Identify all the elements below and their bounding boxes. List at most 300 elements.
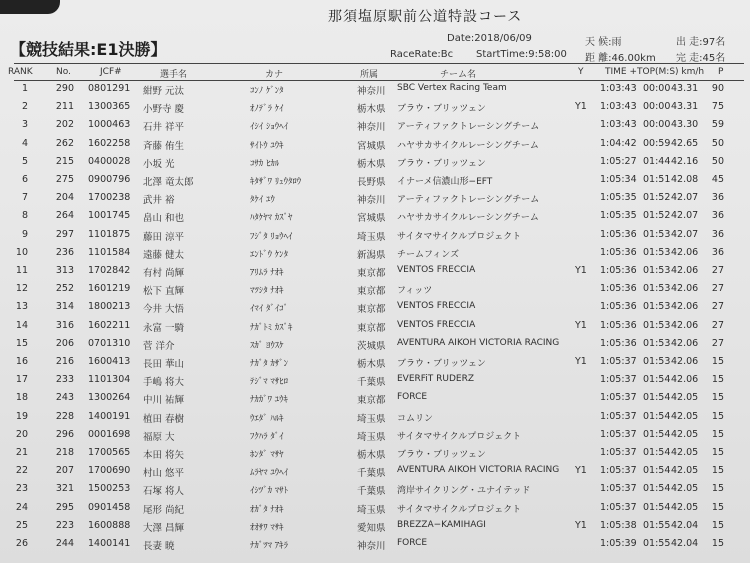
cell-no: 314 [55,301,74,313]
cell-team: ブラウ・ブリッツェン [397,359,486,369]
cell-team: FORCE [397,392,428,403]
cell-no: 295 [55,501,74,513]
cell-rank: 3 [21,119,28,131]
cell-jcf: 1600413 [88,356,131,367]
cell-name: 小野寺 慶 [143,104,185,116]
cell-pref: 東京都 [357,395,386,407]
cell-jcf: 0400028 [88,155,131,167]
col-no: No. [56,67,71,77]
col-jcf: JCF# [100,67,122,77]
cell-time: 1:05:37 [600,483,637,495]
cell-y: Y1 [575,265,587,276]
cell-kana: ﾌｸﾊﾗ ﾀﾞｲ [250,431,284,442]
cell-team: ブラウ・ブリッツェン [397,450,486,460]
col-y: Y [578,67,584,77]
cell-time: 1:05:37 [600,410,637,422]
cell-gap: 00:00 [643,101,671,113]
cell-team: EVERFiT RUDERZ [397,374,475,385]
cell-kana: ｵﾉﾃﾞﾗ ｹｲ [250,104,284,115]
cell-team: AVENTURA AIKOH VICTORIA RACING [397,465,560,476]
cell-time: 1:05:36 [600,301,637,313]
cell-team: チームフィンズ [397,249,460,260]
cell-team: サイタマサイクルプロジェクト [397,231,522,242]
cell-p: 27 [711,319,724,331]
cell-jcf: 1700565 [88,447,131,458]
cell-gap: 01:53 [643,246,671,258]
cell-gap: 00:00 [643,83,671,94]
col-time: TIME +TOP(M:S) km/h [605,67,705,77]
cell-name: 紺野 元汰 [143,86,185,97]
col-kana: カナ [265,70,284,80]
cell-kana: ｱﾘﾑﾗ ﾅｵｷ [250,268,284,278]
cell-kmh: 42.05 [671,465,699,477]
cell-no: 233 [55,374,74,386]
cell-y: Y1 [575,356,587,367]
cell-kmh: 42.07 [671,210,699,222]
cell-pref: 栃木県 [357,158,386,170]
cell-p: 15 [711,447,724,458]
cell-kmh: 42.07 [671,228,699,240]
section-title: 【競技結果:E1決勝】 [10,40,167,59]
col-p: P [718,67,724,77]
cell-no: 211 [55,101,74,113]
cell-kmh: 42.05 [671,447,699,458]
cell-name: 遠藤 健太 [143,249,185,261]
cell-name: 菅 洋介 [143,340,175,352]
cell-time: 1:04:42 [600,137,637,149]
cell-name: 斉藤 侑生 [143,140,185,152]
cell-p: 75 [711,101,724,113]
cell-no: 218 [55,447,74,458]
cell-p: 15 [711,483,724,495]
cell-kmh: 42.06 [671,246,699,258]
cell-name: 松下 直輝 [143,286,185,298]
cell-name: 大澤 昌輝 [143,522,185,534]
cell-no: 316 [55,319,74,331]
cell-kmh: 42.06 [671,283,699,295]
cell-team: ハヤサカサイクルレーシングチーム [397,140,539,151]
cell-gap: 01:54 [643,501,671,513]
start-time: StartTime:9:58:00 [476,49,567,60]
cell-gap: 00:00 [643,119,671,131]
cell-pref: 新潟県 [357,249,386,261]
cell-gap: 01:54 [643,392,671,404]
cell-p: 15 [711,374,724,386]
starters-count: 出 走:97名 [676,37,726,48]
cell-team: VENTOS FRECCIA [397,319,476,330]
cell-pref: 神奈川 [357,195,386,207]
cell-gap: 01:53 [643,283,671,295]
cell-kmh: 42.06 [671,265,699,276]
cell-jcf: 1101875 [88,228,131,240]
cell-name: 福原 大 [143,431,175,443]
cell-kmh: 42.05 [671,501,699,513]
cell-no: 313 [55,265,74,276]
distance: 距 離:46.00km [585,53,656,64]
cell-kana: ﾎﾝﾀﾞ ﾏｻﾔ [250,450,284,460]
cell-name: 有村 尚輝 [143,268,185,279]
cell-name: 本田 将矢 [143,450,185,461]
cell-jcf: 0701310 [88,337,131,349]
cell-jcf: 1600888 [88,519,131,531]
cell-kmh: 42.06 [671,356,699,367]
cell-time: 1:05:37 [600,356,637,367]
cell-rank: 13 [15,301,28,313]
cell-kana: ﾅｶｶﾞﾜ ﾕｳｷ [250,395,288,406]
cell-time: 1:05:35 [600,192,637,204]
cell-pref: 神奈川 [357,122,386,134]
cell-name: 今井 大悟 [143,304,185,316]
cell-kana: ｳｴﾀﾞ ﾊﾙｷ [250,413,284,424]
cell-kmh: 42.07 [671,192,699,204]
cell-pref: 愛知県 [357,522,386,534]
cell-rank: 24 [15,501,28,513]
cell-name: 藤田 涼平 [143,231,185,243]
cell-p: 27 [711,265,724,276]
cell-team: サイタマサイクルプロジェクト [397,504,522,515]
cell-team: VENTOS FRECCIA [397,265,476,275]
cell-name: 小坂 光 [143,158,175,170]
cell-no: 244 [55,538,74,549]
cell-name: 手嶋 将大 [143,377,185,389]
cell-p: 27 [711,283,724,295]
cell-kmh: 42.65 [671,137,699,149]
cell-rank: 1 [21,83,28,94]
cell-gap: 01:55 [643,538,671,549]
col-name: 選手名 [160,70,188,80]
cell-gap: 00:59 [643,137,671,149]
cell-kmh: 42.05 [671,483,699,495]
cell-time: 1:05:37 [600,428,637,440]
cell-p: 15 [711,428,724,440]
cell-kmh: 42.06 [671,319,699,331]
cell-jcf: 1700238 [88,192,131,204]
cell-p: 27 [711,301,724,313]
cell-gap: 01:52 [643,192,671,204]
cell-jcf: 1702842 [88,265,131,276]
cell-no: 262 [55,137,74,149]
cell-jcf: 1101304 [88,374,131,386]
cell-pref: 東京都 [357,286,386,298]
cell-kmh: 42.05 [671,392,699,404]
cell-team: 湾岸サイクリング・ユナイテッド [397,486,531,497]
race-rate: RaceRate:Bc [390,49,454,60]
cell-gap: 01:51 [643,174,671,185]
cell-kmh: 42.04 [671,519,699,531]
cell-jcf: 0801291 [88,83,131,94]
cell-kmh: 43.31 [671,101,699,113]
cell-kana: ﾌｼﾞﾀ ﾘｮｳﾍｲ [250,231,293,242]
cell-gap: 01:54 [643,447,671,458]
cell-time: 1:05:36 [600,319,637,331]
cell-rank: 4 [21,137,28,149]
cell-rank: 18 [15,392,28,404]
cell-time: 1:05:36 [600,283,637,295]
cell-rank: 26 [15,538,28,549]
cell-kana: ﾅｶﾞﾀ ｶｻﾞﾝ [250,359,288,369]
cell-jcf: 1101584 [88,246,131,258]
cell-jcf: 0901458 [88,501,131,513]
cell-jcf: 1500253 [88,483,131,495]
cell-pref: 宮城県 [357,213,386,225]
cell-no: 297 [55,228,74,240]
cell-kana: ﾀｹｲ ﾕｳ [250,195,275,206]
cell-kana: ｲﾏｲ ﾀﾞｲｺﾞ [250,304,288,315]
cell-name: 武井 裕 [143,195,175,207]
cell-gap: 01:54 [643,465,671,477]
cell-name: 石井 祥平 [143,122,185,134]
cell-kmh: 42.06 [671,374,699,386]
header-rule-bottom [14,80,744,81]
cell-name: 長妻 暁 [143,541,175,552]
cell-kmh: 42.08 [671,174,699,185]
cell-time: 1:05:34 [600,174,637,185]
cell-jcf: 1000463 [88,119,131,131]
cell-rank: 14 [15,319,28,331]
cell-gap: 01:52 [643,210,671,222]
cell-name: 長田 華山 [143,359,185,370]
cell-p: 15 [711,519,724,531]
cell-kana: ｻｲﾄｳ ﾕｳｷ [250,140,284,151]
cell-team: ブラウ・ブリッツェン [397,104,486,115]
cell-team: フィッツ [397,286,433,297]
cell-time: 1:05:39 [600,538,637,549]
cell-p: 90 [711,83,724,94]
cell-gap: 01:54 [643,483,671,495]
cell-name: 植田 春樹 [143,413,185,425]
table-row [0,538,750,560]
cell-y: Y1 [575,101,587,113]
cell-jcf: 1700690 [88,465,131,477]
cell-name: 中川 祐輝 [143,395,185,407]
cell-no: 215 [55,155,74,167]
cell-time: 1:05:35 [600,210,637,222]
cell-time: 1:05:37 [600,374,637,386]
cell-jcf: 1400191 [88,410,131,422]
cell-p: 36 [711,228,724,240]
cell-gap: 01:53 [643,265,671,276]
weather: 天 候:雨 [585,37,622,48]
cell-kmh: 43.30 [671,119,699,131]
cell-rank: 9 [21,228,28,240]
cell-team: SBC Vertex Racing Team [397,83,507,93]
cell-rank: 25 [15,519,28,531]
cell-time: 1:05:36 [600,337,637,349]
cell-rank: 10 [15,246,28,258]
cell-time: 1:05:36 [600,246,637,258]
cell-p: 50 [711,137,724,149]
header-rule-top [14,63,744,64]
cell-pref: 栃木県 [357,450,386,461]
cell-p: 15 [711,465,724,477]
cell-no: 216 [55,356,74,367]
cell-pref: 長野県 [357,177,386,188]
cell-jcf: 1602258 [88,137,131,149]
cell-kana: ﾅｶﾞﾄﾐ ｶｽﾞｷ [250,322,293,333]
cell-p: 36 [711,246,724,258]
cell-pref: 神奈川 [357,86,386,97]
cell-kmh: 42.05 [671,428,699,440]
cell-jcf: 1300365 [88,101,131,113]
cell-kmh: 42.04 [671,538,699,549]
cell-kmh: 42.05 [671,410,699,422]
cell-gap: 01:55 [643,519,671,531]
cell-p: 15 [711,410,724,422]
cell-p: 15 [711,356,724,367]
cell-team: ハヤサカサイクルレーシングチーム [397,213,539,224]
cell-pref: 千葉県 [357,486,386,498]
cell-jcf: 1601219 [88,283,131,295]
cell-rank: 21 [15,447,28,458]
cell-pref: 茨城県 [357,340,386,352]
cell-rank: 12 [15,283,28,295]
cell-team: VENTOS FRECCIA [397,301,476,312]
cell-p: 36 [711,192,724,204]
cell-pref: 埼玉県 [357,504,386,516]
cell-no: 275 [55,174,74,185]
cell-p: 15 [711,392,724,404]
cell-y: Y1 [575,319,587,331]
cell-pref: 宮城県 [357,140,386,152]
cell-rank: 11 [15,265,28,276]
cell-name: 村山 悠平 [143,468,185,480]
cell-jcf: 1602211 [88,319,131,331]
cell-kana: ｷﾀｻﾞﾜ ﾘｭｳﾀﾛｳ [250,177,302,187]
cell-no: 204 [55,192,74,204]
cell-team: アーティファクトレーシングチーム [397,195,540,206]
cell-rank: 15 [15,337,28,349]
cell-time: 1:05:37 [600,447,637,458]
race-title: 那須塩原駅前公道特設コース [328,9,523,25]
cell-team: アーティファクトレーシングチーム [397,122,540,133]
cell-name: 畠山 和也 [143,213,185,225]
cell-jcf: 0001698 [88,428,131,440]
cell-jcf: 1400141 [88,538,131,549]
col-rank: RANK [8,67,33,77]
cell-team: コムリン [397,413,434,424]
cell-kana: ｺﾝﾉ ｹﾞﾝﾀ [250,86,284,96]
cell-time: 1:05:37 [600,465,637,477]
cell-team: サイタマサイクルプロジェクト [397,431,522,442]
cell-kana: ﾃｼﾞﾏ ﾏｻﾋﾛ [250,377,288,388]
cell-pref: 栃木県 [357,104,386,116]
cell-time: 1:05:37 [600,392,637,404]
cell-y: Y1 [575,519,587,531]
cell-kana: ｲｼｲ ｼｮｳﾍｲ [250,122,288,133]
cell-kmh: 42.06 [671,301,699,313]
cell-gap: 01:53 [643,301,671,313]
cell-pref: 埼玉県 [357,431,386,443]
cell-rank: 20 [15,428,28,440]
cell-pref: 東京都 [357,304,386,316]
cell-time: 1:03:43 [600,83,637,94]
cell-jcf: 1800213 [88,301,131,313]
cell-rank: 2 [21,101,28,113]
cell-rank: 8 [21,210,28,222]
cell-kana: ﾑﾗﾔﾏ ﾕｳﾍｲ [250,468,288,479]
cell-pref: 千葉県 [357,468,386,480]
cell-gap: 01:54 [643,374,671,386]
cell-kana: ｺｻｶ ﾋｶﾙ [250,158,280,169]
cell-no: 252 [55,283,74,295]
cell-name: 尾形 尚紀 [143,504,185,516]
cell-pref: 神奈川 [357,541,386,552]
cell-team: AVENTURA AIKOH VICTORIA RACING [397,337,560,348]
cell-y: Y1 [575,465,587,477]
cell-no: 236 [55,246,74,258]
cell-time: 1:03:43 [600,101,637,113]
cell-p: 15 [711,538,724,549]
cell-kmh: 42.16 [671,155,699,167]
cell-no: 243 [55,392,74,404]
cell-rank: 23 [15,483,28,495]
cell-pref: 東京都 [357,268,386,279]
cell-time: 1:05:38 [600,519,637,531]
cell-name: 永富 一騎 [143,322,185,334]
cell-pref: 東京都 [357,322,386,334]
cell-kana: ﾅｶﾞﾂﾏ ｱｷﾗ [250,541,288,551]
cell-no: 290 [55,83,74,94]
cell-time: 1:05:27 [600,155,637,167]
cell-name: 北澤 竜太郎 [143,177,194,188]
cell-time: 1:05:37 [600,501,637,513]
cell-jcf: 0900796 [88,174,131,185]
cell-no: 321 [55,483,74,495]
cell-no: 207 [55,465,74,477]
cell-p: 15 [711,501,724,513]
cell-team: ブラウ・ブリッツェン [397,158,486,169]
cell-rank: 6 [21,174,28,185]
cell-kana: ｵｵｻﾜ ﾏｻｷ [250,522,284,533]
cell-name: 石塚 将人 [143,486,185,498]
col-pref: 所属 [360,70,379,80]
cell-time: 1:05:36 [600,228,637,240]
finishers-count: 完 走:45名 [676,53,726,64]
cell-gap: 01:53 [643,228,671,240]
cell-kmh: 42.06 [671,337,699,349]
cell-no: 223 [55,519,74,531]
cell-time: 1:03:43 [600,119,637,131]
cell-kana: ﾊﾀｹﾔﾏ ｶｽﾞﾔ [250,213,293,224]
cell-no: 202 [55,119,74,131]
race-date: Date:2018/06/09 [447,33,532,44]
cell-team: FORCE [397,538,428,548]
cell-no: 228 [55,410,74,422]
cell-kana: ｽｶﾞ ﾖｳｽｹ [250,340,284,351]
cell-team: BREZZA−KAMIHAGI [397,519,486,530]
cell-kana: ｴﾝﾄﾞｳ ｹﾝﾀ [250,249,288,260]
cell-gap: 01:53 [643,319,671,331]
cell-pref: 埼玉県 [357,413,386,425]
cell-gap: 01:53 [643,337,671,349]
cell-p: 27 [711,337,724,349]
cell-pref: 栃木県 [357,359,386,370]
cell-pref: 千葉県 [357,377,386,389]
cell-gap: 01:53 [643,356,671,367]
cell-no: 264 [55,210,74,222]
cell-no: 296 [55,428,74,440]
cell-kana: ｵｶﾞﾀ ﾅｵｷ [250,504,284,515]
cell-team: イナーメ信濃山形−EFT [397,177,493,187]
cell-jcf: 1300264 [88,392,131,404]
cell-gap: 01:54 [643,428,671,440]
cell-rank: 19 [15,410,28,422]
cell-p: 45 [711,174,724,185]
cell-rank: 22 [15,465,28,477]
cell-gap: 01:44 [643,155,671,167]
cell-rank: 17 [15,374,28,386]
cell-time: 1:05:36 [600,265,637,276]
